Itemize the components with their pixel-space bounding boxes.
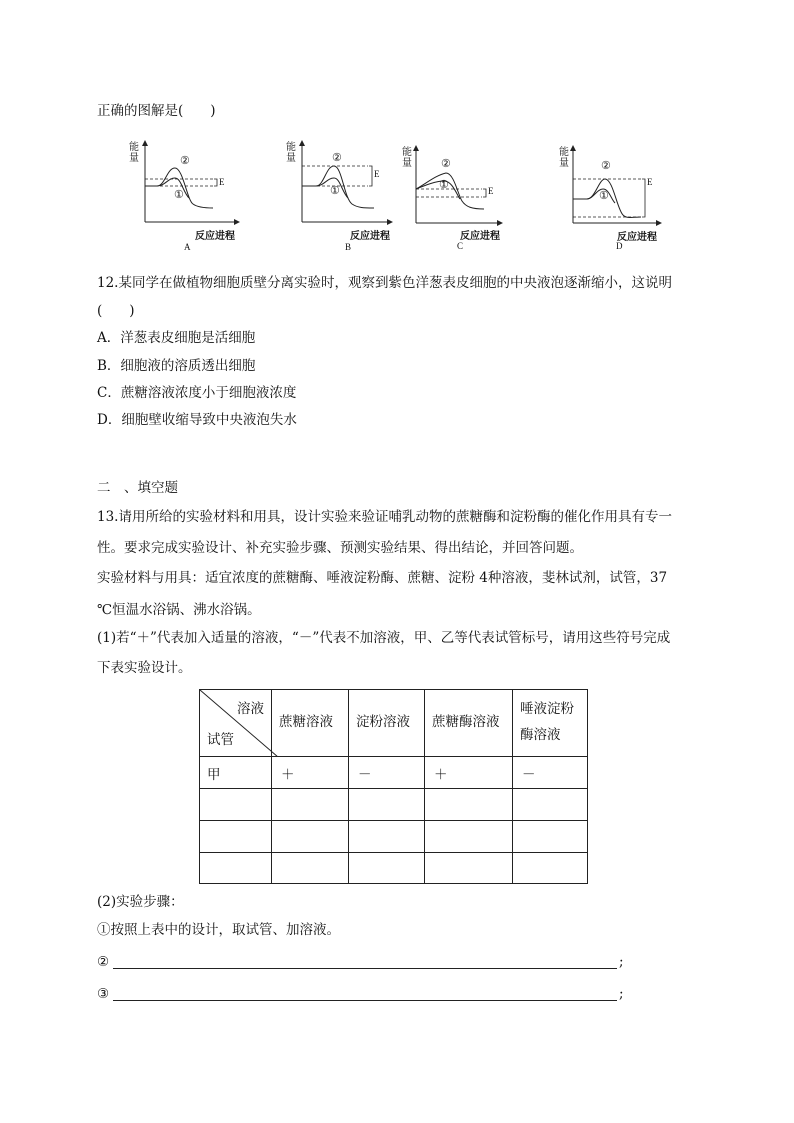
table-cell: － bbox=[349, 757, 425, 789]
q13-step2-marker: ② bbox=[97, 954, 110, 970]
header-cell: 淀粉溶液 bbox=[349, 690, 425, 757]
table-cell[interactable] bbox=[349, 821, 425, 853]
table-cell: ＋ bbox=[425, 757, 513, 789]
q12-answer-bracket: ( ) bbox=[97, 303, 135, 319]
table-cell: ＋ bbox=[272, 757, 349, 789]
q13-materials-line2: ℃恒温水浴锅、沸水浴锅。 bbox=[97, 602, 261, 618]
table-cell[interactable] bbox=[513, 821, 588, 853]
table-cell[interactable] bbox=[200, 789, 272, 821]
x-axis-label: 反应进程 bbox=[617, 232, 657, 243]
step2-semicolon: ; bbox=[619, 954, 624, 970]
table-row bbox=[200, 821, 588, 853]
step3-semicolon: ; bbox=[619, 986, 624, 1002]
curve-2-label: ② bbox=[441, 158, 451, 170]
q13-part1-line2: 下表实验设计。 bbox=[97, 660, 192, 676]
table-row bbox=[200, 853, 588, 884]
corner-top-label: 溶液 bbox=[237, 701, 264, 717]
q12-option-a: A．洋葱表皮细胞是活细胞 bbox=[97, 330, 256, 346]
figure-d bbox=[557, 145, 687, 255]
step3-answer-blank[interactable] bbox=[113, 1000, 617, 1001]
y-axis-label: 能 量 bbox=[286, 142, 296, 164]
table-cell[interactable] bbox=[272, 821, 349, 853]
figure-c bbox=[400, 145, 530, 255]
table-cell[interactable] bbox=[349, 853, 425, 884]
energy-diagram-a bbox=[125, 140, 255, 250]
table-cell[interactable] bbox=[425, 853, 513, 884]
curve-1-label: ① bbox=[174, 189, 184, 201]
curve-1-label: ① bbox=[330, 185, 340, 197]
step2-answer-blank[interactable] bbox=[113, 968, 617, 969]
figure-letter: A bbox=[184, 242, 191, 252]
header-cell: 唾液淀粉 酶溶液 bbox=[513, 690, 588, 757]
q13-step3-marker: ③ bbox=[97, 986, 110, 1002]
q13-materials-line1: 实验材料与用具：适宜浓度的蔗糖酶、唾液淀粉酶、蔗糖、淀粉 4种溶液，斐林试剂，试管，37 bbox=[97, 570, 668, 586]
y-axis-label: 能 量 bbox=[402, 147, 412, 169]
section-heading: 二 、填空题 bbox=[97, 480, 178, 496]
table-cell[interactable] bbox=[513, 789, 588, 821]
energy-e-label: E bbox=[374, 169, 380, 179]
curve-2-label: ② bbox=[180, 155, 190, 167]
x-axis-label: 反应进程 bbox=[460, 231, 500, 242]
q13-stem-line2: 性。要求完成实验设计、补充实验步骤、预测实验结果、得出结论，并回答问题。 bbox=[97, 540, 583, 556]
y-axis-label: 能 量 bbox=[559, 147, 569, 169]
curve-1-label: ① bbox=[439, 179, 449, 191]
curve-2-label: ② bbox=[601, 160, 611, 172]
figure-b bbox=[282, 140, 412, 250]
table-cell[interactable] bbox=[272, 853, 349, 884]
q12-stem: 12.某同学在做植物细胞质壁分离实验时，观察到紫色洋葱表皮细胞的中央液泡逐渐缩小，这说明 bbox=[97, 275, 672, 291]
x-axis-label: 反应进程 bbox=[195, 231, 235, 242]
energy-e-label: E bbox=[647, 177, 653, 187]
table-cell[interactable] bbox=[349, 789, 425, 821]
curve-1-label: ① bbox=[599, 190, 609, 202]
table-cell[interactable] bbox=[425, 789, 513, 821]
header-cell: 蔗糖酶溶液 bbox=[425, 690, 513, 757]
experiment-table bbox=[199, 689, 588, 884]
curve-2-label: ② bbox=[332, 152, 342, 164]
figure-letter: C bbox=[457, 241, 464, 251]
table-header-row bbox=[200, 690, 588, 757]
table-cell: 甲 bbox=[200, 757, 272, 789]
y-axis-label: 能 量 bbox=[129, 142, 139, 164]
table-cell[interactable] bbox=[200, 821, 272, 853]
q12-option-d: D．细胞壁收缩导致中央液泡失水 bbox=[97, 412, 297, 428]
x-axis-label: 反应进程 bbox=[350, 231, 390, 242]
table-cell[interactable] bbox=[272, 789, 349, 821]
q13-step1: ①按照上表中的设计，取试管、加溶液。 bbox=[97, 922, 340, 938]
figure-letter: B bbox=[345, 242, 352, 252]
q12-option-b: B．细胞液的溶质透出细胞 bbox=[97, 358, 256, 374]
q12-option-c: C．蔗糖溶液浓度小于细胞液浓度 bbox=[97, 385, 297, 401]
figure-a bbox=[125, 140, 255, 250]
table-cell[interactable] bbox=[425, 821, 513, 853]
table-row bbox=[200, 757, 588, 789]
figure-letter: D bbox=[616, 241, 623, 251]
table-cell[interactable] bbox=[200, 853, 272, 884]
question-intro: 正确的图解是( ) bbox=[97, 103, 216, 119]
table-cell: － bbox=[513, 757, 588, 789]
corner-bottom-label: 试管 bbox=[207, 732, 234, 748]
energy-e-label: E bbox=[219, 177, 225, 187]
energy-diagram-b bbox=[282, 140, 412, 250]
q13-part1-line1: (1)若“＋”代表加入适量的溶液，“－”代表不加溶液，甲、乙等代表试管标号，请用这些符号完成 bbox=[97, 630, 671, 646]
energy-e-label: E bbox=[488, 186, 494, 196]
q13-stem-line1: 13.请用所给的实验材料和用具，设计实验来验证哺乳动物的蔗糖酶和淀粉酶的催化作用具有专一 bbox=[97, 509, 672, 525]
q13-part2-heading: (2)实验步骤： bbox=[97, 894, 184, 910]
table-cell[interactable] bbox=[513, 853, 588, 884]
header-cell: 蔗糖溶液 bbox=[272, 690, 349, 757]
table-corner-cell bbox=[200, 690, 272, 757]
table-row bbox=[200, 789, 588, 821]
